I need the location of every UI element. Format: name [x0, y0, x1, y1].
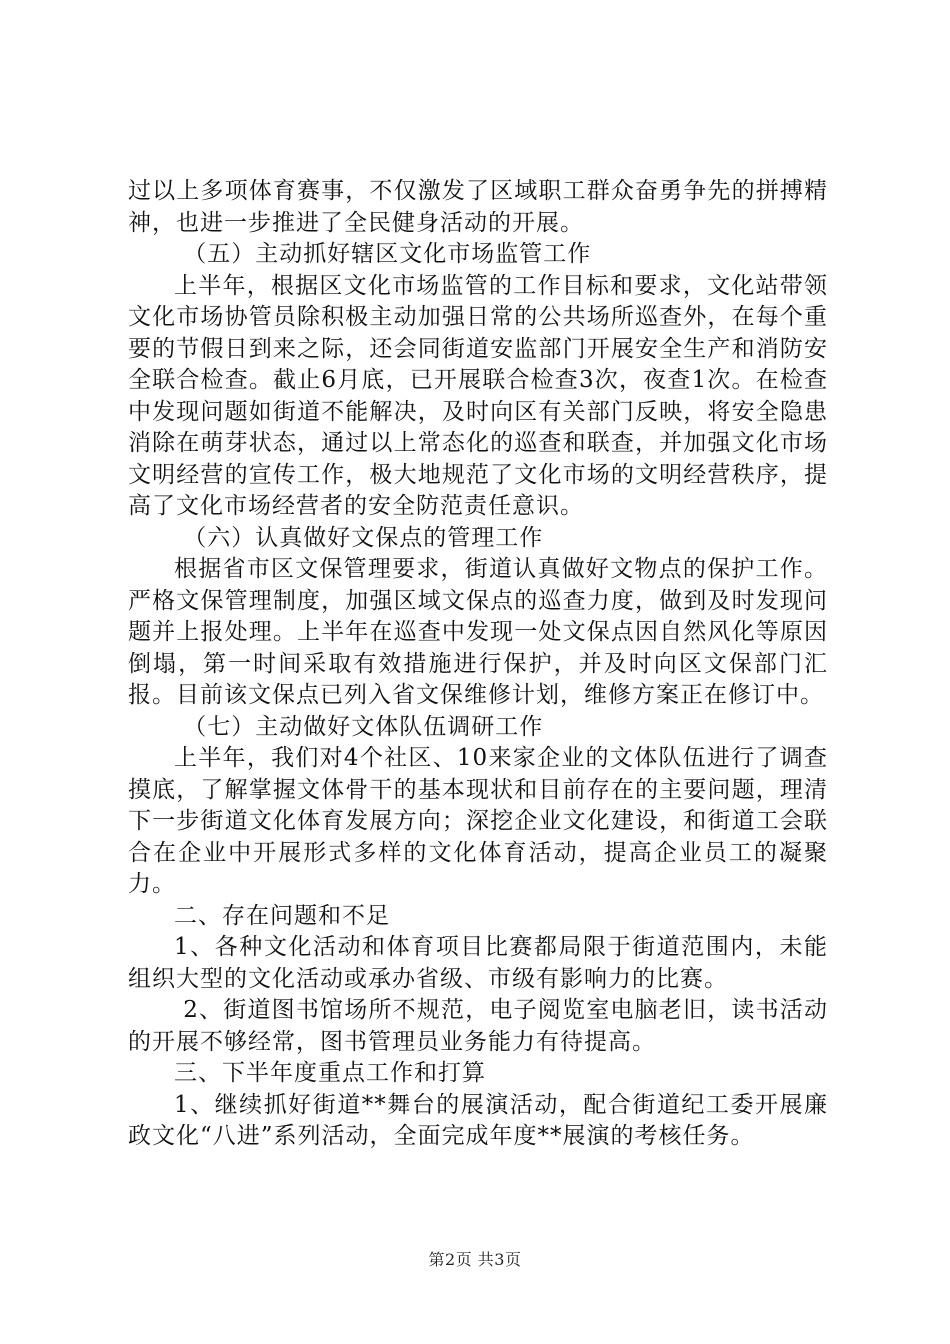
section-heading-problems: 二、存在问题和不足 [174, 902, 390, 929]
page-number-footer: 第2页 共3页 [428, 1250, 522, 1269]
paragraph-heritage-sites: 根据省市区文保管理要求，街道认真做好文物点的保护工作。严格文保管理制度，加强区域文保点的巡查力度，做到及时发现问题并上报处理。上半年在巡查中发现一处文保点因自然风化等原因倒塌，第一时间采取有效措施进行保护，并及时向区文保部门汇报。目前该文保点已列入省文保维修计划，维修方案正在修订中。 [128, 556, 828, 708]
paragraph-plan-1: 1、继续抓好街道**舞台的展演活动，配合街道纪工委开展廉政文化“八进”系列活动，全面完成年度**展演的考核任务。 [128, 1091, 828, 1149]
section-heading-plans: 三、下半年度重点工作和打算 [174, 1060, 486, 1086]
paragraph-problem-2: 2、街道图书馆场所不规范，电子阅览室电脑老旧，读书活动的开展不够经常，图书管理员业务能力有待提高。 [128, 997, 828, 1055]
paragraph-problem-1: 1、各种文化活动和体育项目比赛都局限于街道范围内，未能组织大型的文化活动或承办省级、市级有影响力的比赛。 [128, 934, 828, 992]
section-heading-team-research: （七）主动做好文体队伍调研工作 [183, 713, 544, 740]
section-heading-heritage-sites: （六）认真做好文保点的管理工作 [183, 524, 544, 551]
paragraph-sports-continued: 过以上多项体育赛事，不仅激发了区域职工群众奋勇争先的拼搏精神，也进一步推进了全民健身活动的开展。 [128, 178, 828, 236]
paragraph-team-research: 上半年，我们对4个社区、10来家企业的文体队伍进行了调查摸底，了解掌握文体骨干的基本现状和目前存在的主要问题，理清下一步街道文化体育发展方向；深挖企业文化建设，和街道工会联合在企业中开展形式多样的文化体育活动，提高企业员工的凝聚力。 [128, 745, 828, 897]
section-heading-market-supervision: （五）主动抓好辖区文化市场监管工作 [183, 241, 592, 267]
document-body [128, 176, 828, 1153]
paragraph-market-supervision: 上半年，根据区文化市场监管的工作目标和要求，文化站带领文化市场协管员除积极主动加强日常的公共场所巡查外，在每个重要的节假日到来之际，还会同街道安监部门开展安全生产和消防安全联合检查。截止6月底，已开展联合检查3次，夜查1次。在检查中发现问题如街道不能解决，及时向区有关部门反映，将安全隐患消除在萌芽状态，通过以上常态化的巡查和联查，并加强文化市场文明经营的宣传工作，极大地规范了文化市场的文明经营秩序，提高了文化市场经营者的安全防范责任意识。 [128, 272, 828, 519]
